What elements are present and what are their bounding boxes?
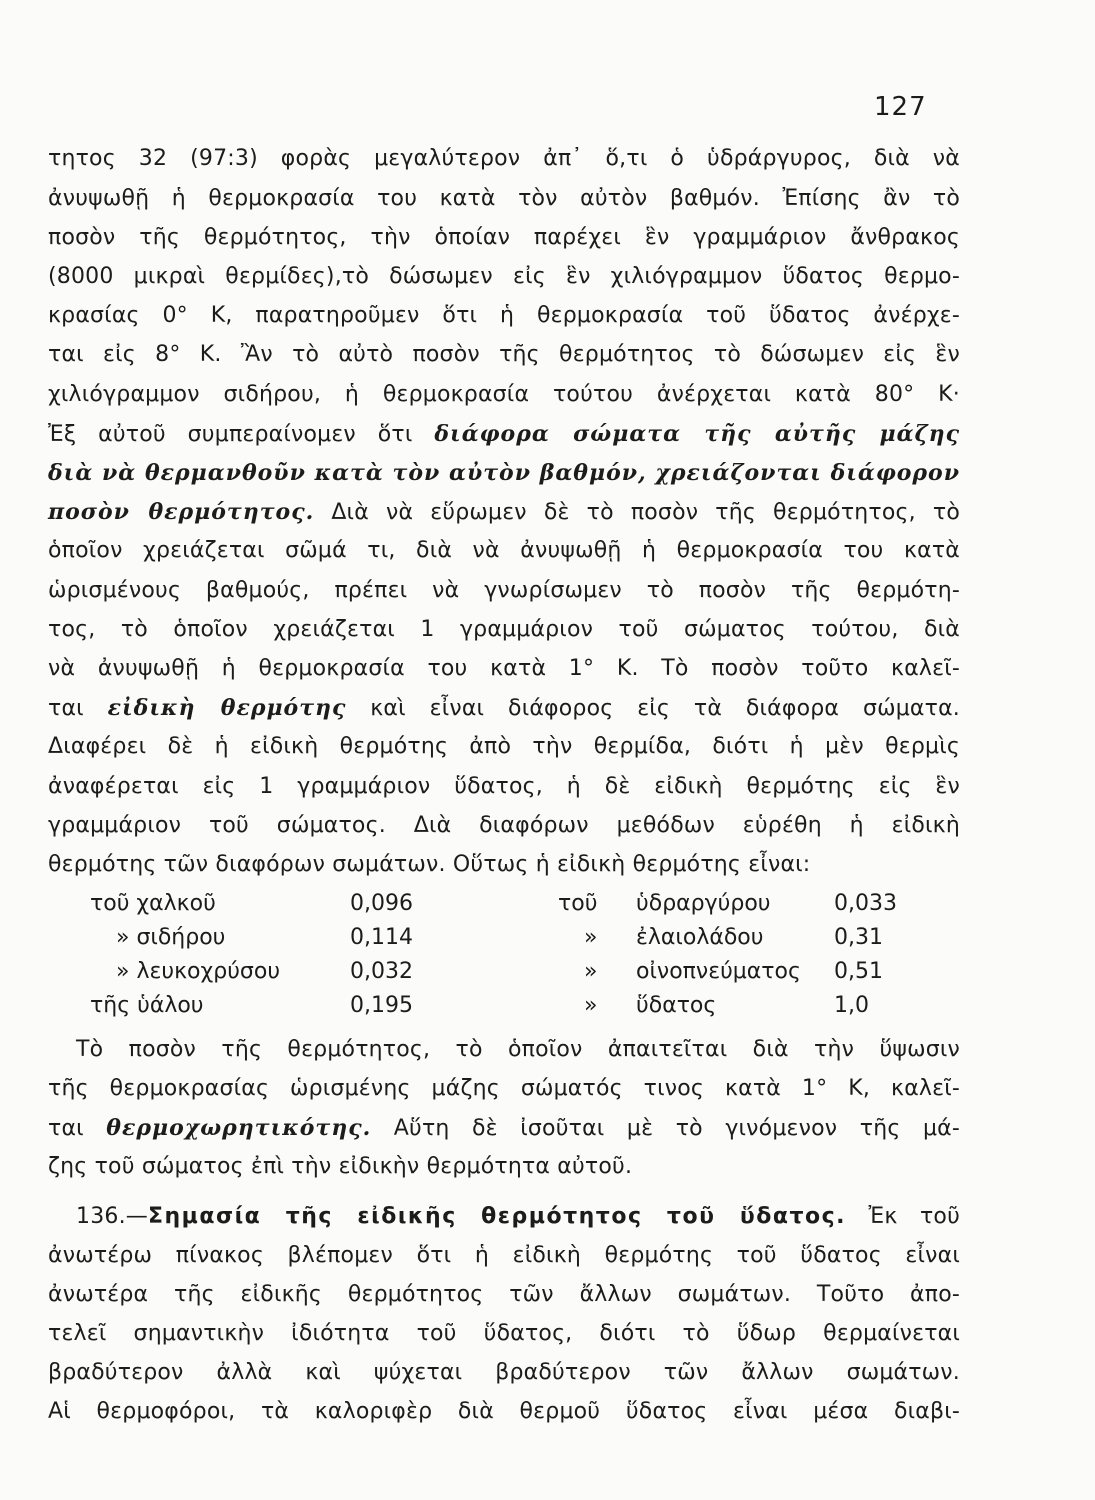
table-row [90, 923, 920, 955]
table-row [90, 957, 920, 989]
text-line [48, 497, 960, 529]
emphasized-text: θερμοχωρητικότης. [106, 1115, 372, 1141]
text-run: Ἐκ τοῦ [868, 1204, 960, 1229]
emphasized-text: ποσὸν θερμότητος. [48, 499, 315, 525]
table-cell-value: 0,195 [350, 993, 413, 1018]
table-cell-value: 0,032 [350, 959, 413, 984]
text-line: κρασίας 0° Κ, παρατηροῦμεν ὅτι ἡ θερμοκρασία τοῦ ὕδατος ἀνέρχε- [48, 303, 960, 328]
text-line: τῆς θερμοκρασίας ὡρισμένης μάζης σώματός τινος κατὰ 1° Κ, καλεῖ- [48, 1076, 960, 1101]
table-cell-value: 0,096 [350, 891, 413, 916]
text-run: Διὰ νὰ εὕρωμεν δὲ τὸ ποσὸν τῆς θερμότητος, τὸ [331, 500, 960, 525]
emphasized-line: διὰ νὰ θερμανθοῦν κατὰ τὸν αὐτὸν βαθμόν, χρειάζονται διάφορον [48, 460, 960, 486]
emphasized-text: διάφορα σώματα τῆς αὐτῆς μάζης [434, 421, 960, 447]
text-line: Τὸ ποσὸν τῆς θερμότητος, τὸ ὁποῖον ἀπαιτεῖται διὰ τὴν ὕψωσιν [76, 1037, 960, 1062]
text-line: ποσὸν τῆς θερμότητος, τὴν ὁποίαν παρέχει ἓν γραμμάριον ἄνθρακος [48, 225, 960, 250]
table-cell-substance: » σιδήρου [116, 925, 226, 950]
table-cell-value: 1,0 [834, 993, 869, 1018]
text-line: ἀνωτέρα τῆς εἰδικῆς θερμότητος τῶν ἄλλων σωμάτων. Τοῦτο ἀπο- [48, 1282, 960, 1307]
text-line [48, 1113, 960, 1145]
text-line: ζης τοῦ σώματος ἐπὶ τὴν εἰδικὴν θερμότητα αὐτοῦ. [48, 1154, 633, 1179]
table-cell-substance: τῆς ὑάλου [90, 993, 204, 1018]
text-line: ἀνωτέρω πίνακος βλέπομεν ὅτι ἡ εἰδικὴ θερμότης τοῦ ὕδατος εἶναι [48, 1243, 960, 1268]
text-line: χιλιόγραμμον σιδήρου, ἡ θερμοκρασία τούτου ἀνέρχεται κατὰ 80° Κ· [48, 382, 960, 407]
table-cell-substance: ὕδατος [636, 993, 717, 1018]
text-line: ται εἰς 8° Κ. Ἂν τὸ αὐτὸ ποσὸν τῆς θερμότητος τὸ δώσωμεν εἰς ἓν [48, 342, 960, 367]
table-cell-value: 0,033 [834, 891, 897, 916]
text-run: ται [48, 696, 84, 721]
text-line: Διαφέρει δὲ ἡ εἰδικὴ θερμότης ἀπὸ τὴν θερμίδα, διότι ἡ μὲν θερμὶς [48, 734, 960, 759]
text-line: γραμμάριον τοῦ σώματος. Διὰ διαφόρων μεθόδων εὑρέθη ἡ εἰδικὴ [48, 813, 960, 838]
table-cell-substance: οἰνοπνεύματος [636, 959, 801, 984]
text-line: βραδύτερον ἀλλὰ καὶ ψύχεται βραδύτερον τῶν ἄλλων σωμάτων. [48, 1360, 960, 1385]
text-line: Αἱ θερμοφόροι, τὰ καλοριφὲρ διὰ θερμοῦ ὕδατος εἶναι μέσα διαβι- [48, 1399, 960, 1424]
table-row [90, 991, 920, 1023]
text-line: ὁποῖον χρειάζεται σῶμά τι, διὰ νὰ ἀνυψωθῇ ἡ θερμοκρασία του κατὰ [48, 538, 960, 563]
table-cell-prefix: τοῦ [558, 891, 598, 916]
emphasized-text: εἰδικὴ θερμότης [107, 695, 347, 721]
table-cell-value: 0,51 [834, 959, 883, 984]
table-row [90, 889, 920, 921]
table-cell-value: 0,31 [834, 925, 883, 950]
page-number: 127 [874, 92, 927, 122]
text-line [48, 693, 960, 725]
section-title: Σημασία τῆς εἰδικῆς θερμότητος τοῦ ὕδατος. [147, 1204, 847, 1229]
text-line: θερμότης τῶν διαφόρων σωμάτων. Οὕτως ἡ εἰδικὴ θερμότης εἶναι: [48, 852, 811, 877]
text-line: (8000 μικραὶ θερμίδες),τὸ δώσωμεν εἰς ἓν χιλιόγραμμον ὕδατος θερμο- [48, 264, 960, 289]
table-cell-substance: » λευκοχρύσου [116, 959, 281, 984]
text-run: ται [48, 1116, 84, 1141]
table-cell-substance: ὑδραργύρου [636, 891, 771, 916]
text-run: Αὕτη δὲ ἰσοῦται μὲ τὸ γινόμενον τῆς μά- [393, 1116, 960, 1141]
table-cell-substance: ἐλαιολάδου [636, 925, 764, 950]
text-line: ἀναφέρεται εἰς 1 γραμμάριον ὕδατος, ἡ δὲ εἰδικὴ θερμότης εἰς ἓν [48, 774, 960, 799]
section-number: 136.— [76, 1204, 148, 1229]
table-cell-prefix: » [584, 993, 598, 1018]
text-run: Ἐξ αὐτοῦ συμπεραίνομεν ὅτι [48, 422, 413, 447]
text-line: τος, τὸ ὁποῖον χρειάζεται 1 γραμμάριον τοῦ σώματος τούτου, διὰ [48, 617, 960, 642]
table-cell-value: 0,114 [350, 925, 413, 950]
text-run: καὶ εἶναι διάφορος εἰς τὰ διάφορα σώματα. [370, 696, 960, 721]
text-line: τελεῖ σημαντικὴν ἰδιότητα τοῦ ὕδατος, διότι τὸ ὕδωρ θερμαίνεται [48, 1321, 960, 1346]
section-heading-line [76, 1202, 960, 1234]
text-line: ὡρισμένους βαθμούς, πρέπει νὰ γνωρίσωμεν τὸ ποσὸν τῆς θερμότη- [48, 578, 960, 603]
table-cell-prefix: » [584, 925, 598, 950]
text-line: ἀνυψωθῇ ἡ θερμοκρασία του κατὰ τὸν αὐτὸν βαθμόν. Ἐπίσης ἂν τὸ [48, 186, 960, 211]
text-line [48, 419, 960, 451]
table-cell-substance: τοῦ χαλκοῦ [90, 891, 216, 916]
text-line: τητος 32 (97:3) φορὰς μεγαλύτερον ἀπ᾽ ὅ,τι ὁ ὑδράργυρος, διὰ νὰ [48, 146, 960, 171]
table-cell-prefix: » [584, 959, 598, 984]
text-line: νὰ ἀνυψωθῇ ἡ θερμοκρασία του κατὰ 1° Κ. Τὸ ποσὸν τοῦτο καλεῖ- [48, 656, 960, 681]
